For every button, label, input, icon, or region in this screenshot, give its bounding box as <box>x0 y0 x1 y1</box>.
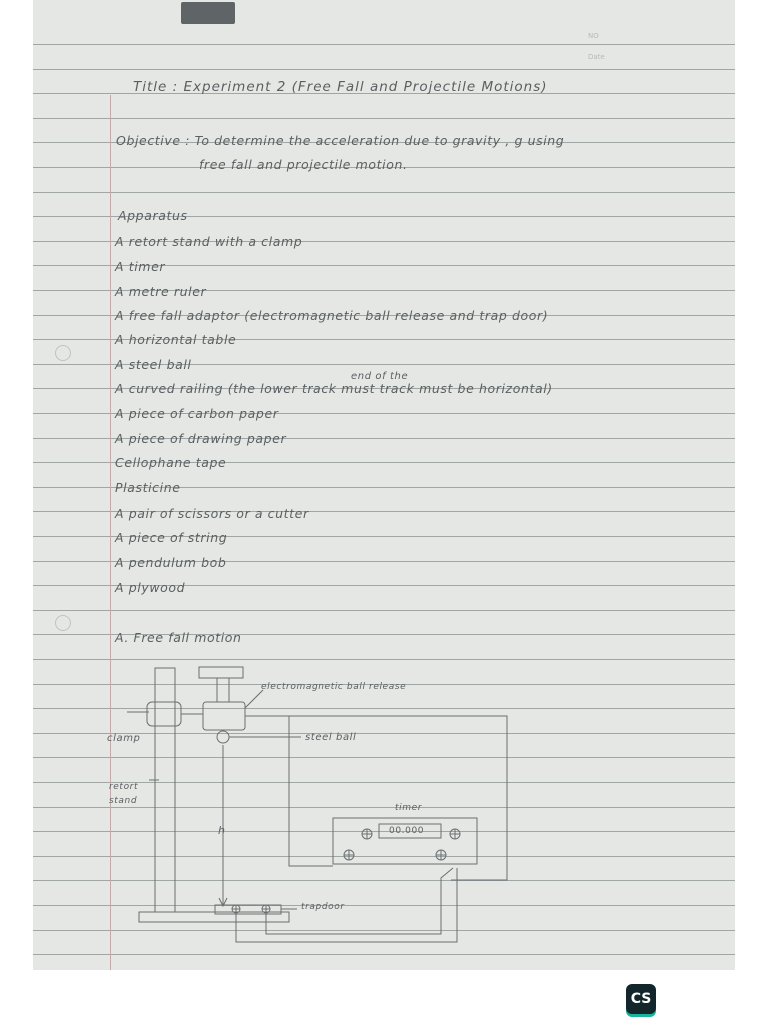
retort-label: stand <box>109 796 138 806</box>
retort-stand-rod <box>155 668 175 912</box>
electromagnet-label-pointer <box>245 690 263 708</box>
timer-label: timer <box>395 803 423 813</box>
timer-box <box>333 818 477 864</box>
insert-annotation: end of the <box>351 371 409 382</box>
electromagnet-label: electromagnetic ball release <box>261 682 407 692</box>
objective-line-2: free fall and projectile motion. <box>199 157 408 172</box>
apparatus-heading: Apparatus <box>118 208 188 223</box>
steel-ball <box>217 731 229 743</box>
apparatus-item: Cellophane tape <box>115 455 227 470</box>
electromagnet-body <box>203 702 245 730</box>
apparatus-item: A timer <box>115 259 166 274</box>
steel-ball-label: steel ball <box>305 732 357 743</box>
apparatus-item: A steel ball <box>115 357 192 372</box>
apparatus-item: A retort stand with a clamp <box>115 234 303 249</box>
clamp-label: clamp <box>107 733 141 744</box>
apparatus-item: A plywood <box>115 580 186 595</box>
retort-label: retort <box>109 782 139 792</box>
apparatus-item: A pair of scissors or a cutter <box>115 506 309 521</box>
wire-trapdoor-timer <box>266 868 453 934</box>
apparatus-item: A piece of carbon paper <box>115 406 279 421</box>
notebook-page <box>33 0 735 970</box>
objective-line-1: Objective : To determine the acceleration due to gravity , g using <box>116 133 565 148</box>
apparatus-item: A horizontal table <box>115 332 237 347</box>
apparatus-item: A piece of string <box>115 530 228 545</box>
timer-display-value: 00.000 <box>389 826 425 836</box>
electromagnet-top <box>199 667 243 678</box>
clamp-block <box>147 702 181 726</box>
header-no-label: NO <box>588 32 599 40</box>
camscanner-logo: CS <box>626 984 656 1014</box>
apparatus-item: Plasticine <box>115 480 181 495</box>
apparatus-item: A metre ruler <box>115 284 207 299</box>
section-a-heading: A. Free fall motion <box>115 630 242 645</box>
apparatus-item: A pendulum bob <box>115 555 227 570</box>
apparatus-item: A piece of drawing paper <box>115 431 287 446</box>
height-label: h <box>218 824 226 837</box>
page-title: Title : Experiment 2 (Free Fall and Projectile Motions) <box>133 79 548 95</box>
header-date-label: Date <box>588 53 605 61</box>
wire-electromagnet-timer <box>245 716 507 880</box>
trapdoor-plate <box>215 905 281 914</box>
apparatus-item: A curved railing (the lower track must track must be horizontal) <box>115 381 553 396</box>
apparatus-item: A free fall adaptor (electromagnetic ball release and trap door) <box>115 308 549 323</box>
free-fall-diagram <box>33 0 735 970</box>
trapdoor-label: trapdoor <box>301 902 345 912</box>
